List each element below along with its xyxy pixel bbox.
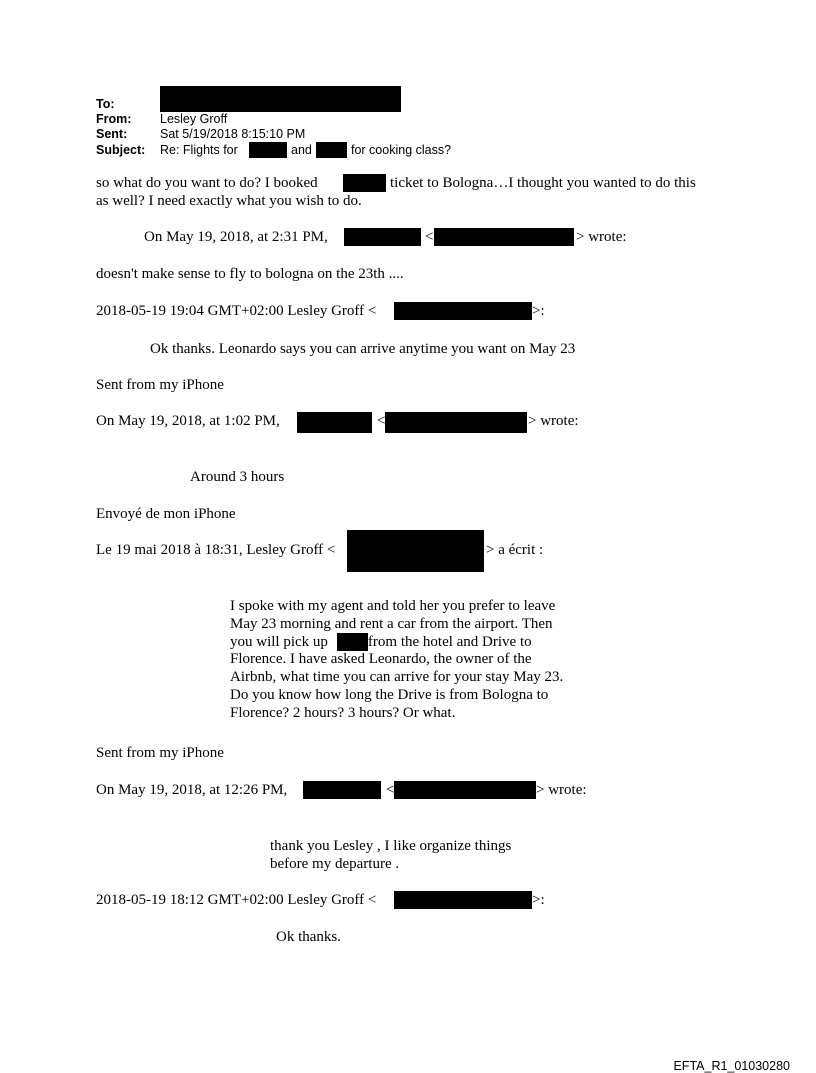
body-text: Ok thanks. Leonardo says you can arrive anytime you want on May 23 <box>150 341 576 357</box>
body-line: Airbnb, what time you can arrive for your stay May 23. <box>230 669 564 686</box>
body-line: Florence? 2 hours? 3 hours? Or what. <box>230 704 456 721</box>
redaction-sender-name <box>297 412 372 433</box>
redaction-sender-name <box>303 781 381 799</box>
body-line: you will pick up from the hotel and Drive to <box>230 633 532 650</box>
redaction-subject-2 <box>316 142 347 158</box>
body-text: so what do you want to do? I booked <box>96 175 318 191</box>
redaction-sender-email <box>394 781 536 799</box>
redaction-name <box>343 174 386 192</box>
signature: Sent from my iPhone <box>96 745 224 761</box>
from-label: From: <box>96 112 132 126</box>
quote-header: >: <box>532 303 545 319</box>
redaction-email <box>394 302 532 320</box>
body-paragraph <box>230 598 563 723</box>
quote-header: > wrote: <box>536 782 587 798</box>
subject-part-3: for cooking class? <box>351 143 452 157</box>
redaction-email <box>347 530 484 572</box>
body-text: Ok thanks. <box>276 929 341 945</box>
redaction-subject-1 <box>249 142 287 158</box>
subject-label: Subject: <box>96 143 146 157</box>
body-line: thank you Lesley , I like organize things <box>270 838 512 854</box>
signature: Sent from my iPhone <box>96 377 224 393</box>
quote-header: < <box>377 413 386 429</box>
quote-header: On May 19, 2018, at 12:26 PM, <box>96 782 288 798</box>
quote-header: > wrote: <box>576 229 627 245</box>
body-line: May 23 morning and rent a car from the airport. Then <box>230 615 553 632</box>
signature: Envoyé de mon iPhone <box>96 506 236 522</box>
body-paragraph <box>270 838 511 874</box>
body-text: doesn't make sense to fly to bologna on the 23th .... <box>96 266 404 282</box>
from-value: Lesley Groff <box>160 112 228 126</box>
quote-header: > wrote: <box>528 413 579 429</box>
quote-header: 2018-05-19 19:04 GMT+02:00 Lesley Groff < <box>96 303 377 319</box>
redaction-name <box>337 633 368 651</box>
quote-header: < <box>425 229 434 245</box>
redaction-to <box>160 86 401 112</box>
body-line: Do you know how long the Drive is from Bologna to <box>230 686 549 703</box>
quote-header: > a écrit : <box>486 542 544 558</box>
subject-part-2: and <box>291 143 312 157</box>
quote-header: >: <box>532 892 545 908</box>
quote-header: On May 19, 2018, at 2:31 PM, <box>144 229 328 245</box>
redaction-email <box>394 891 532 909</box>
quote-header: < <box>386 782 395 798</box>
redaction-sender-email <box>385 412 527 433</box>
quote-header: On May 19, 2018, at 1:02 PM, <box>96 413 280 429</box>
body-line: Florence. I have asked Leonardo, the owner of the <box>230 651 532 668</box>
quote-header: 2018-05-19 18:12 GMT+02:00 Lesley Groff < <box>96 892 377 908</box>
subject-part-1: Re: Flights for <box>160 143 238 157</box>
sent-label: Sent: <box>96 127 128 141</box>
body-text: Around 3 hours <box>190 469 285 485</box>
sent-value: Sat 5/19/2018 8:15:10 PM <box>160 127 306 141</box>
document-id: EFTA_R1_01030280 <box>673 1059 790 1073</box>
body-line: I spoke with my agent and told her you prefer to leave <box>230 598 556 614</box>
quote-header: Le 19 mai 2018 à 18:31, Lesley Groff < <box>96 542 336 558</box>
to-label: To: <box>96 97 115 111</box>
body-text: as well? I need exactly what you wish to do. <box>96 193 362 209</box>
body-line: before my departure . <box>270 855 400 872</box>
redaction-sender-name <box>344 228 421 246</box>
body-text: ticket to Bologna…I thought you wanted to do this <box>390 175 696 191</box>
redaction-sender-email <box>434 228 574 246</box>
